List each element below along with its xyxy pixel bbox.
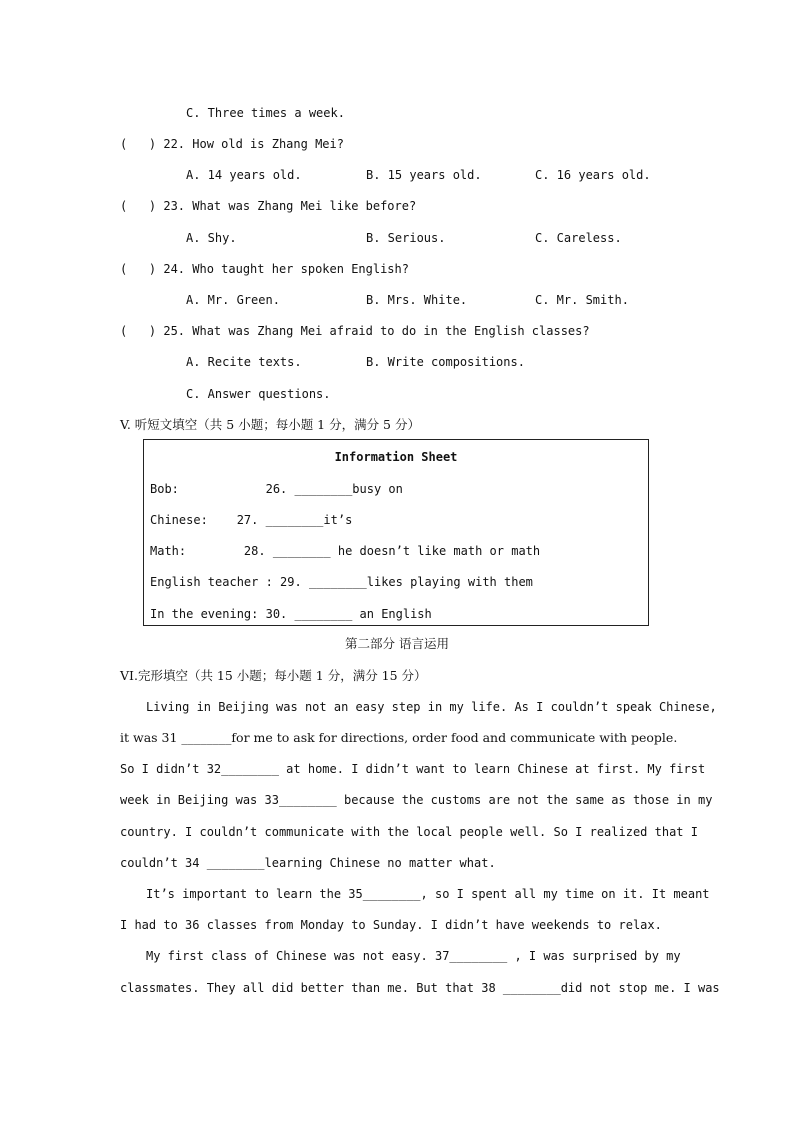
section-v-heading: V. 听短文填空（共 5 小题；每小题 1 分，满分 5 分） bbox=[120, 417, 420, 432]
q22-option-c: C. 16 years old. bbox=[535, 168, 651, 182]
information-sheet-title: Information Sheet bbox=[334, 450, 458, 464]
q24-option-a: A. Mr. Green. bbox=[186, 293, 280, 307]
q22-stem: ( ) 22. How old is Zhang Mei? bbox=[120, 137, 344, 151]
q25-option-a: A. Recite texts. bbox=[186, 355, 302, 369]
information-sheet bbox=[143, 439, 649, 626]
q22-option-a: A. 14 years old. bbox=[186, 168, 302, 182]
passage-line: My first class of Chinese was not easy. 37________ , I was surprised by my bbox=[146, 949, 681, 963]
q21-option-c: C. Three times a week. bbox=[186, 106, 345, 120]
passage-line: Living in Beijing was not an easy step in my life. As I couldn’t speak Chinese, bbox=[146, 700, 717, 714]
passage-line: week in Beijing was 33________ because the customs are not the same as those in my bbox=[120, 793, 713, 807]
part-two-heading: 第二部分 语言运用 bbox=[345, 636, 449, 651]
section-vi-heading: VI.完形填空（共 15 小题；每小题 1 分，满分 15 分） bbox=[120, 668, 427, 683]
passage-line: country. I couldn’t communicate with the local people well. So I realized that I bbox=[120, 825, 698, 839]
sheet-row-english-teacher: English teacher : 29. ________likes playing with them bbox=[150, 575, 533, 589]
q23-option-a: A. Shy. bbox=[186, 231, 237, 245]
q23-stem: ( ) 23. What was Zhang Mei like before? bbox=[120, 199, 417, 213]
sheet-row-bob: Bob: 26. ________busy on bbox=[150, 482, 403, 496]
passage-line: classmates. They all did better than me. But that 38 ________did not stop me. I was bbox=[120, 981, 720, 995]
sheet-row-math: Math: 28. ________ he doesn’t like math or math bbox=[150, 544, 541, 558]
passage-line: It’s important to learn the 35________, so I spent all my time on it. It meant bbox=[146, 887, 710, 901]
sheet-row-chinese: Chinese: 27. ________it’s bbox=[150, 513, 353, 527]
q25-option-b: B. Write compositions. bbox=[366, 355, 525, 369]
passage-line: it was 31 ________for me to ask for directions, order food and communicate with people. bbox=[120, 730, 678, 745]
passage-line: So I didn’t 32________ at home. I didn’t want to learn Chinese at first. My first bbox=[120, 762, 706, 776]
q24-stem: ( ) 24. Who taught her spoken English? bbox=[120, 262, 409, 276]
sheet-row-evening: In the evening: 30. ________ an English bbox=[150, 607, 432, 621]
q23-option-b: B. Serious. bbox=[366, 231, 446, 245]
q24-option-b: B. Mrs. White. bbox=[366, 293, 468, 307]
passage-line: couldn’t 34 ________learning Chinese no matter what. bbox=[120, 856, 496, 870]
q24-option-c: C. Mr. Smith. bbox=[535, 293, 629, 307]
q25-option-c: C. Answer questions. bbox=[186, 387, 331, 401]
passage-line: I had to 36 classes from Monday to Sunday. I didn’t have weekends to relax. bbox=[120, 918, 662, 932]
q25-stem: ( ) 25. What was Zhang Mei afraid to do in the English classes? bbox=[120, 324, 590, 338]
q23-option-c: C. Careless. bbox=[535, 231, 622, 245]
q22-option-b: B. 15 years old. bbox=[366, 168, 482, 182]
